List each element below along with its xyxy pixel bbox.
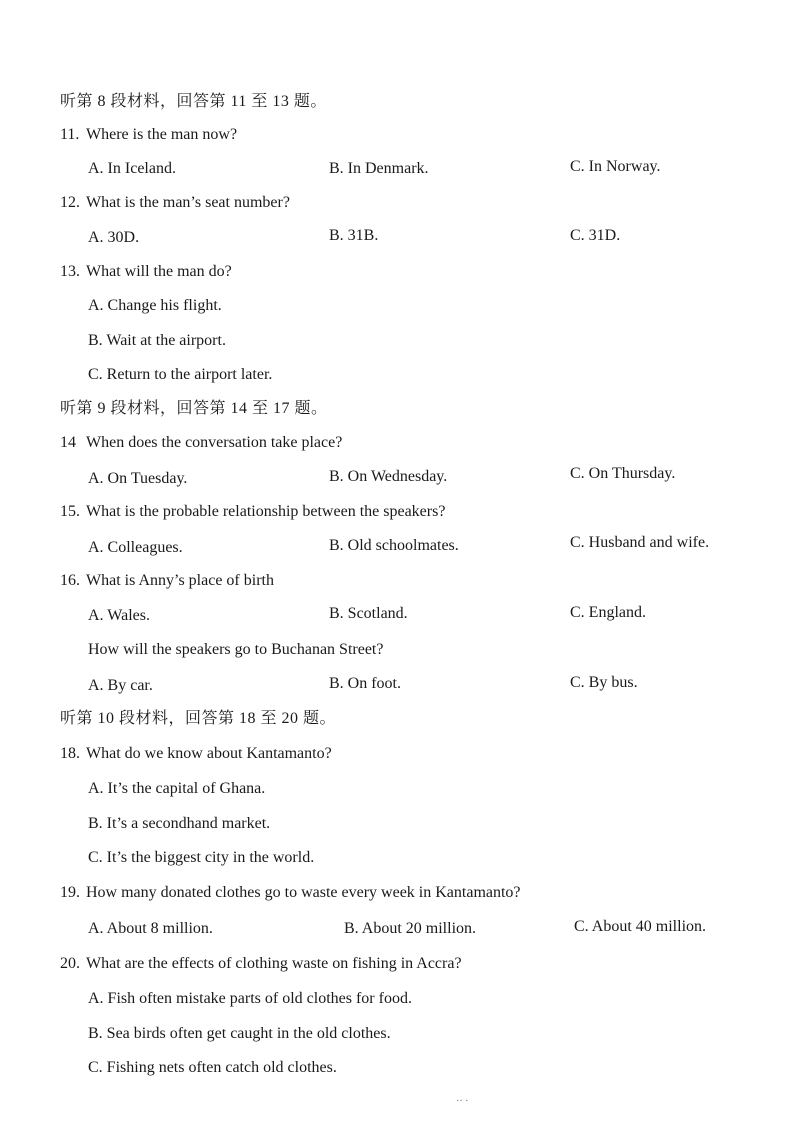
q17-option-a: A. By car. [88,677,153,694]
q11-option-a: A. In Iceland. [88,160,176,177]
question-19 [60,883,521,903]
q14-option-a: A. On Tuesday. [88,470,188,487]
q20-option-b: B. Sea birds often get caught in the old clothes. [88,1025,391,1042]
question-number: 20. [60,955,80,972]
section-heading-9: 听第 9 段材料，回答第 14 至 17 题。 [60,400,328,417]
q17-option-b: B. On foot. [329,675,401,692]
question-11 [60,125,237,145]
question-number: 19. [60,884,80,901]
q12-option-b: B. 31B. [329,227,379,244]
question-text: What is the probable relationship between the speakers? [86,503,446,520]
question-12 [60,193,290,213]
question-number: 13. [60,263,80,280]
q19-option-a: A. About 8 million. [88,920,213,937]
section-heading-8: 听第 8 段材料，回答第 11 至 13 题。 [60,93,327,110]
question-number: 16. [60,572,80,589]
q15-option-b: B. Old schoolmates. [329,537,459,554]
q13-option-b: B. Wait at the airport. [88,332,226,349]
question-number: 14 [60,434,76,451]
q16-option-b: B. Scotland. [329,605,408,622]
q18-option-c: C. It’s the biggest city in the world. [88,849,315,866]
q16-option-c: C. England. [570,604,646,621]
question-14 [60,433,342,453]
question-text: What do we know about Kantamanto? [86,745,332,762]
q12-option-a: A. 30D. [88,229,140,246]
question-text: How will the speakers go to Buchanan Street? [88,641,384,658]
question-text: What are the effects of clothing waste on fishing in Accra? [86,955,462,972]
question-number: 12. [60,194,80,211]
question-16 [60,571,274,591]
question-text: When does the conversation take place? [86,434,343,451]
question-number: 15. [60,503,80,520]
q13-option-a: A. Change his flight. [88,297,222,314]
question-text: What is Anny’s place of birth [86,572,274,589]
q19-option-c: C. About 40 million. [574,918,707,935]
q17-option-c: C. By bus. [570,674,638,691]
q20-option-c: C. Fishing nets often catch old clothes. [88,1059,337,1076]
question-text: What will the man do? [86,263,232,280]
question-text: What is the man’s seat number? [86,194,290,211]
section-heading-10: 听第 10 段材料，回答第 18 至 20 题。 [60,710,337,727]
question-18 [60,744,332,764]
q11-option-c: C. In Norway. [570,158,661,175]
q13-option-c: C. Return to the airport later. [88,366,273,383]
question-number: 18. [60,745,80,762]
question-text: How many donated clothes go to waste every week in Kantamanto? [86,884,521,901]
question-number: 11. [60,126,80,143]
q11-option-b: B. In Denmark. [329,160,429,177]
q14-option-c: C. On Thursday. [570,465,676,482]
question-13 [60,262,232,282]
question-17 [88,640,383,660]
question-text: Where is the man now? [86,126,238,143]
q12-option-c: C. 31D. [570,227,621,244]
q18-option-a: A. It’s the capital of Ghana. [88,780,266,797]
question-20 [60,954,462,974]
q14-option-b: B. On Wednesday. [329,468,448,485]
q19-option-b: B. About 20 million. [344,920,477,937]
q16-option-a: A. Wales. [88,607,150,624]
question-15 [60,502,445,522]
scan-speck: ·· · [456,1096,469,1107]
q15-option-c: C. Husband and wife. [570,534,710,551]
q20-option-a: A. Fish often mistake parts of old clothes for food. [88,990,412,1007]
q15-option-a: A. Colleagues. [88,539,183,556]
q18-option-b: B. It’s a secondhand market. [88,815,271,832]
